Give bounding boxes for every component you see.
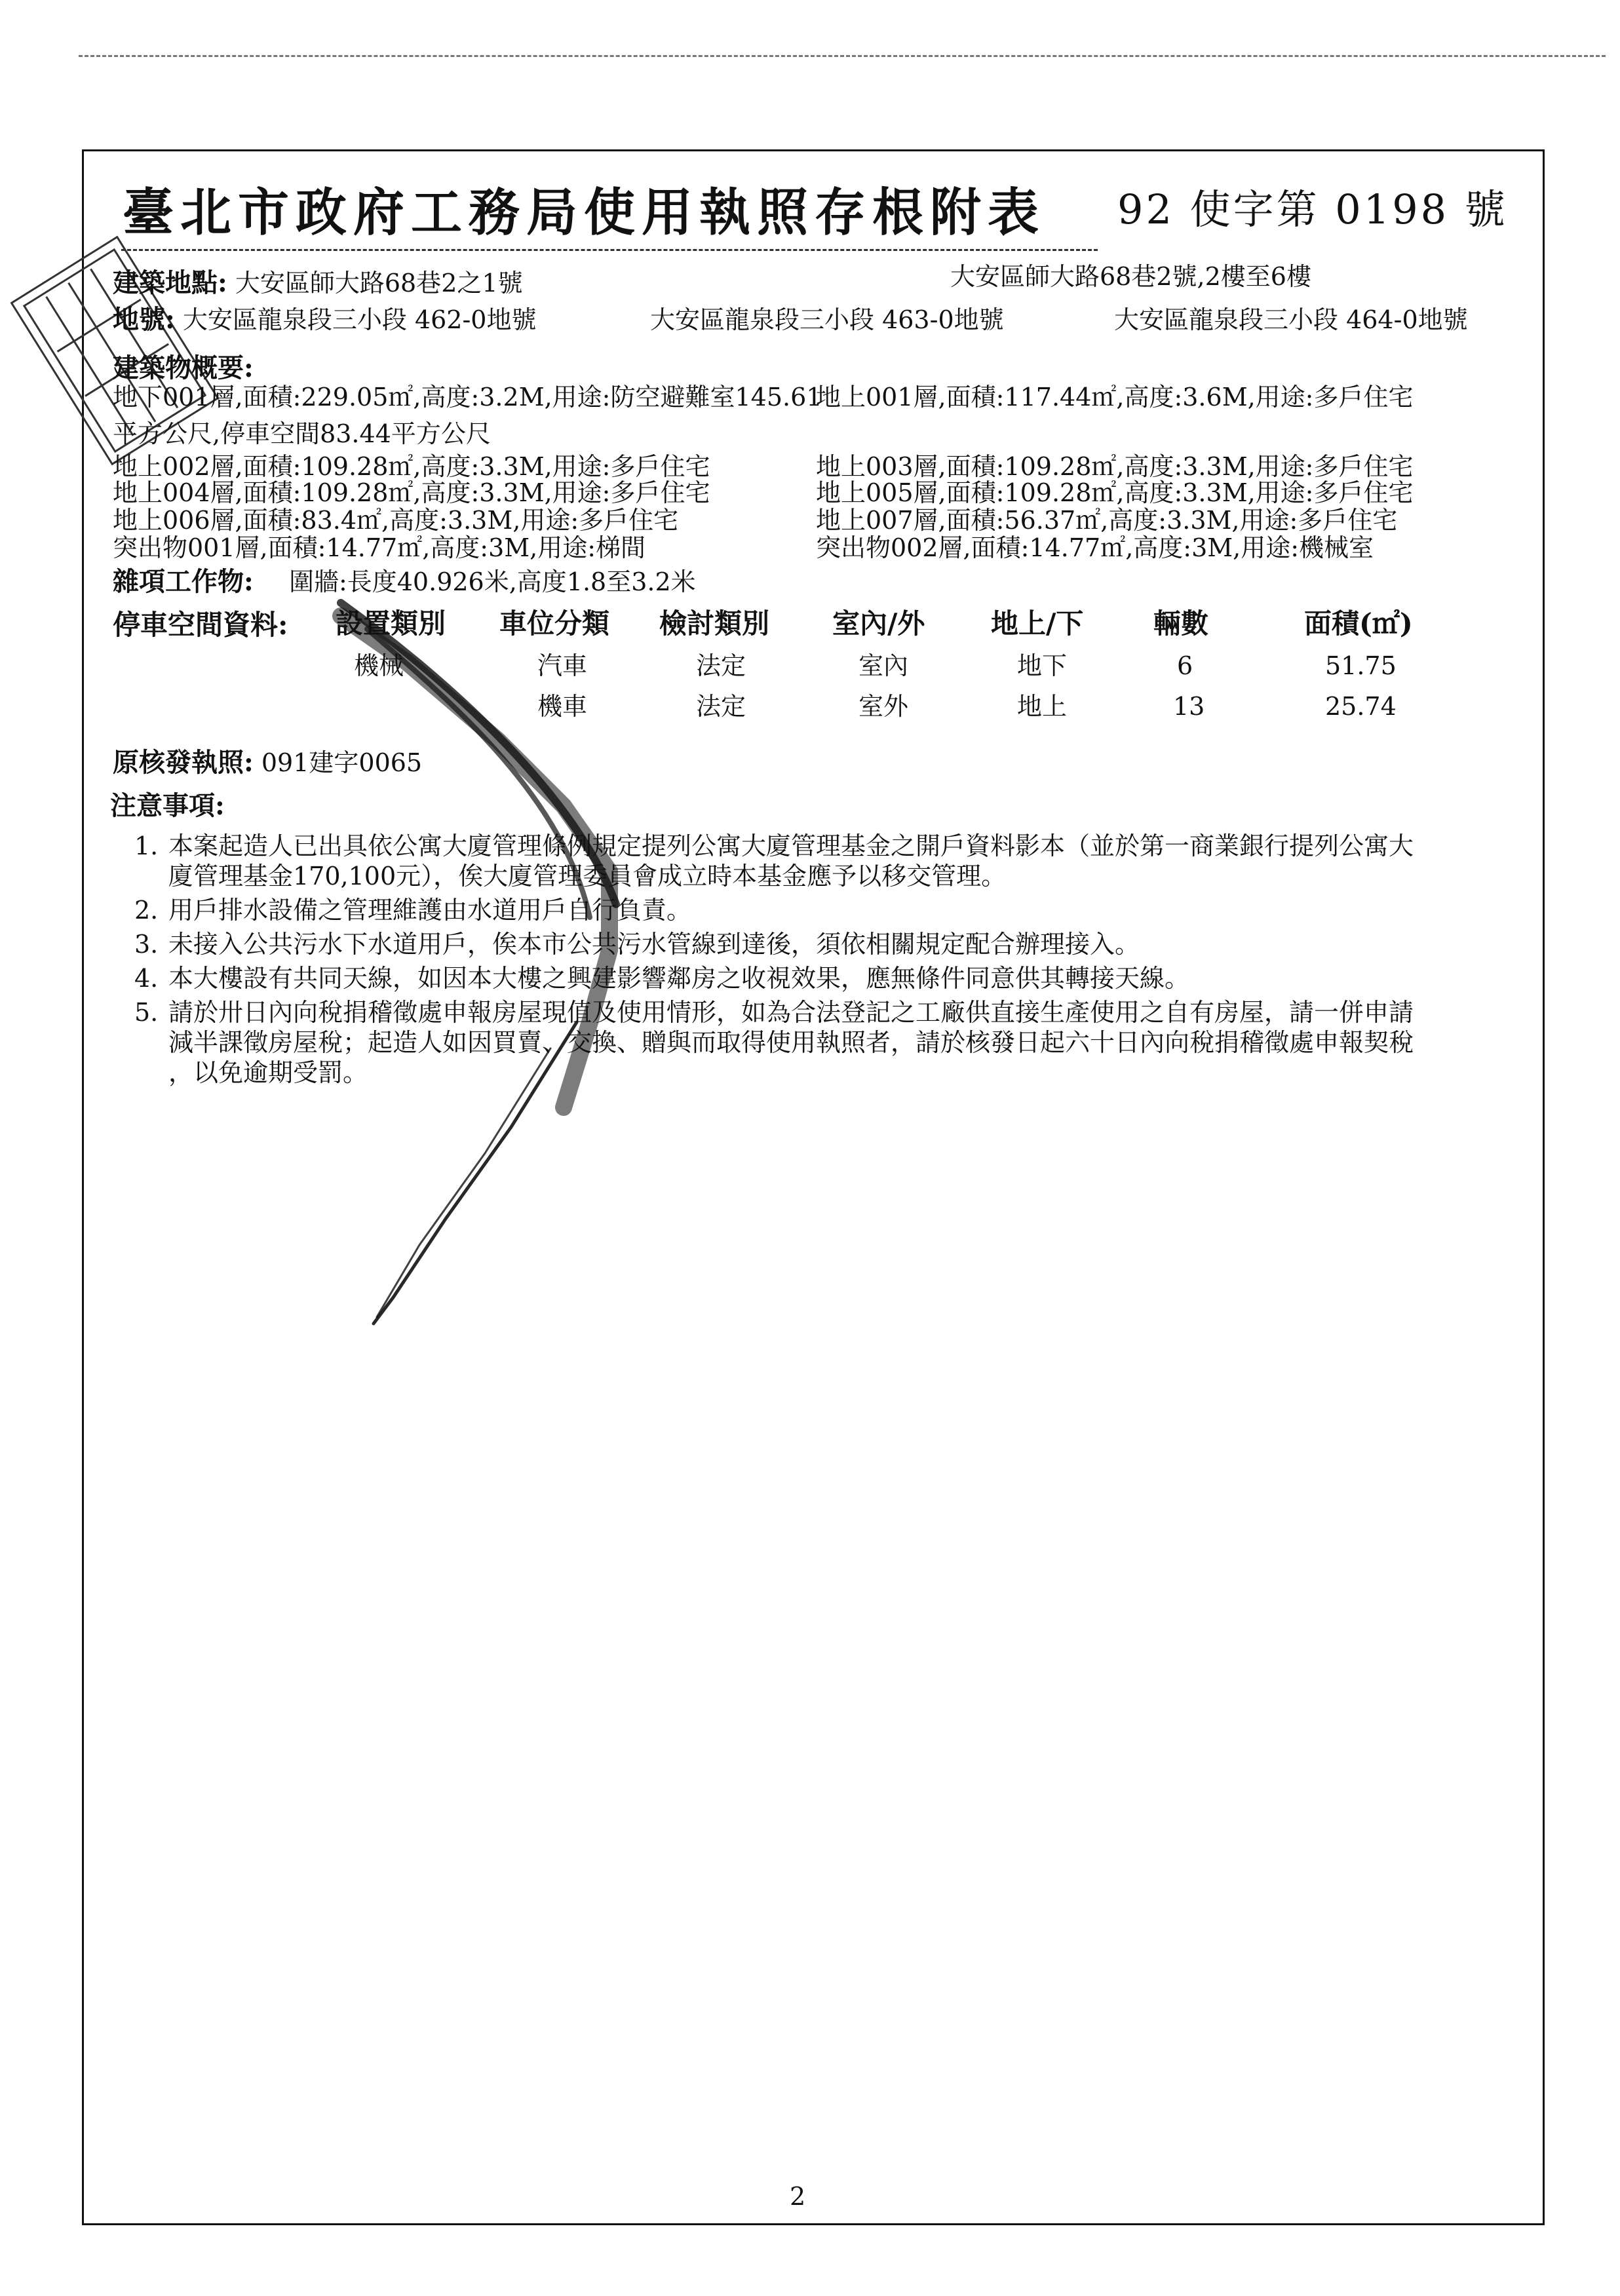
misc-work-row (113, 567, 696, 596)
lot-row (113, 305, 537, 334)
building-row-4-right: 地上005層,面積:109.28㎡,高度:3.3M,用途:多戶住宅 (816, 478, 1414, 507)
note-1 (134, 831, 1414, 891)
building-row-5-right: 地上007層,面積:56.37㎡,高度:3.3M,用途:多戶住宅 (816, 506, 1398, 535)
parking-row-1-count: 6 (1177, 651, 1193, 680)
note-1-number: 1. (134, 832, 159, 860)
note-2-number: 2. (134, 896, 159, 925)
building-row-2-left: 平方公尺,停車空間83.44平方公尺 (113, 419, 491, 448)
note-5-number: 5. (134, 998, 159, 1027)
address-label: 建築地點: (113, 267, 227, 298)
misc-work-value: 圍牆:長度40.926米,高度1.8至3.2米 (288, 567, 696, 596)
parking-header-count: 輛數 (1153, 607, 1209, 640)
address-row (113, 269, 523, 297)
parking-header-area: 面積(㎡) (1304, 607, 1413, 640)
note-4-line-1: 本大樓設有共同天線，如因本大樓之興建影響鄰房之收視效果，應無條件同意供其轉接天線。 (168, 964, 1190, 993)
building-row-3-left: 地上002層,面積:109.28㎡,高度:3.3M,用途:多戶住宅 (113, 452, 710, 481)
misc-work-label: 雜項工作物: (113, 566, 254, 597)
parking-row-1-area: 51.75 (1325, 651, 1397, 680)
note-5-line-2: 減半課徵房屋稅；起造人如因買賣、交換、贈與而取得使用執照者，請於核發日起六十日內向稅捐稽徵處申報契稅 (168, 1028, 1414, 1057)
parking-header-above-below: 地上/下 (991, 607, 1084, 640)
lot-1: 大安區龍泉段三小段 462-0地號 (182, 305, 537, 334)
original-permit-value: 091建字0065 (261, 748, 423, 777)
building-row-6-left: 突出物001層,面積:14.77㎡,高度:3M,用途:梯間 (113, 533, 646, 562)
parking-header-space-type: 車位分類 (499, 607, 610, 640)
parking-label: 停車空間資料: (113, 609, 288, 641)
parking-row-1-review-type: 法定 (696, 651, 746, 680)
lot-3: 大安區龍泉段三小段 464-0地號 (1114, 305, 1468, 334)
address-secondary: 大安區師大路68巷2號,2樓至6樓 (950, 262, 1311, 291)
parking-row-2-space-type: 機車 (537, 692, 588, 721)
parking-row-1-above-below: 地下 (1017, 651, 1068, 680)
building-row-1-right: 地上001層,面積:117.44㎡,高度:3.6M,用途:多戶住宅 (816, 383, 1414, 411)
page-number: 2 (790, 2182, 806, 2211)
note-3-number: 3. (134, 930, 159, 959)
building-summary-label: 建築物概要: (113, 353, 254, 383)
note-5 (134, 997, 1414, 1088)
notes-label: 注意事項: (110, 790, 225, 821)
building-row-6-right: 突出物002層,面積:14.77㎡,高度:3M,用途:機械室 (816, 533, 1374, 562)
parking-row-2-above-below: 地上 (1017, 692, 1068, 721)
building-row-5-left: 地上006層,面積:83.4㎡,高度:3.3M,用途:多戶住宅 (113, 506, 679, 535)
note-1-line-2: 廈管理基金170,100元），俟大廈管理委員會成立時本基金應予以移交管理。 (168, 862, 1007, 890)
original-permit-row (113, 748, 422, 777)
note-4-number: 4. (134, 964, 159, 993)
note-1-line-1: 本案起造人已出具依公寓大廈管理條例規定提列公寓大廈管理基金之開戶資料影本（並於第一商業銀行提列公寓大 (168, 832, 1414, 860)
parking-row-2-count: 13 (1173, 692, 1205, 721)
document-title: 臺北市政府工務局使用執照存根附表 (123, 183, 1046, 242)
lot-label: 地號: (113, 304, 175, 335)
parking-row-1-indoor-outdoor: 室內 (858, 651, 909, 680)
original-permit-label: 原核發執照: (113, 747, 254, 778)
building-row-3-right: 地上003層,面積:109.28㎡,高度:3.3M,用途:多戶住宅 (816, 452, 1414, 481)
note-5-line-3: ，以免逾期受罰。 (168, 1058, 368, 1087)
note-2 (134, 895, 691, 925)
parking-header-review-type: 檢討類別 (659, 607, 770, 640)
building-row-1-left: 地下001層,面積:229.05㎡,高度:3.2M,用途:防空避難室145.61 (113, 383, 822, 411)
note-4 (134, 963, 1189, 993)
parking-row-2-indoor-outdoor: 室外 (858, 692, 909, 721)
building-row-4-left: 地上004層,面積:109.28㎡,高度:3.3M,用途:多戶住宅 (113, 478, 710, 507)
parking-row-2-review-type: 法定 (696, 692, 746, 721)
address-primary: 大安區師大路68巷2之1號 (235, 269, 523, 297)
parking-row-2-area: 25.74 (1325, 692, 1397, 721)
lot-2: 大安區龍泉段三小段 463-0地號 (650, 305, 1004, 334)
note-3 (134, 929, 1140, 959)
note-3-line-1: 未接入公共污水下水道用戶，俟本市公共污水管線到達後，須依相關規定配合辦理接入。 (168, 930, 1140, 959)
parking-row-1-setup: 機械 (354, 651, 404, 680)
parking-header-indoor-outdoor: 室內/外 (832, 607, 925, 640)
note-2-line-1: 用戶排水設備之管理維護由水道用戶自行負責。 (168, 896, 692, 925)
permit-number: 92 使字第 0198 號 (1117, 185, 1508, 233)
parking-row-1-space-type: 汽車 (537, 651, 588, 680)
parking-header-setup: 設置類別 (336, 607, 446, 640)
note-5-line-1: 請於卅日內向稅捐稽徵處申報房屋現值及使用情形，如為合法登記之工廠供直接生產使用之自有房屋，請一併申請 (168, 998, 1414, 1027)
